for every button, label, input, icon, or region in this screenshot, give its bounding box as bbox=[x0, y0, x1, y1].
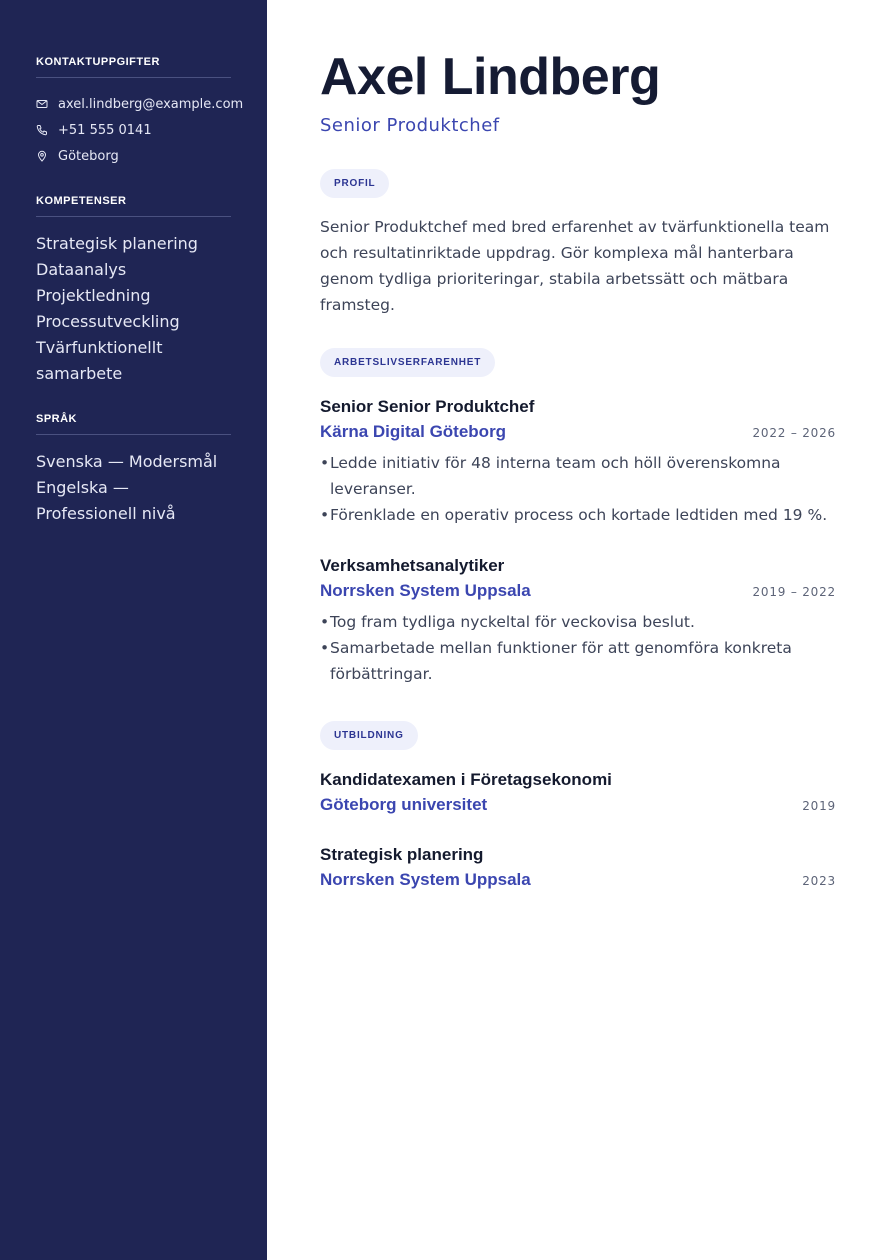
profile-text: Senior Produktchef med bred erfarenhet av tvärfunktionella team och resultatinriktade uppdrag. Gör komplexa mål hanterbara genom tydliga prioriteringar, stabila arbetssätt och mätbara framsteg. bbox=[320, 218, 830, 314]
skill-item: Tvärfunktionellt samarbete bbox=[36, 338, 163, 383]
skills-list bbox=[36, 231, 231, 387]
education-entry bbox=[320, 843, 836, 890]
job-bullet: • Förenklade en operativ process och kortade ledtiden med 19 %. bbox=[320, 502, 836, 528]
contact-email-text: axel.lindberg@example.com bbox=[58, 96, 244, 112]
contact-list bbox=[36, 91, 244, 169]
education-institution: Norrsken System Uppsala bbox=[320, 870, 531, 889]
job-bullets bbox=[320, 450, 836, 528]
job-organization: Kärna Digital Göteborg bbox=[320, 422, 507, 441]
contact-phone[interactable] bbox=[36, 117, 231, 143]
education-heading-chip: UTBILDNING bbox=[320, 721, 418, 750]
contact-heading: KONTAKTUPPGIFTER bbox=[36, 56, 231, 78]
education-year: 2023 bbox=[802, 874, 836, 888]
experience-entry bbox=[320, 395, 836, 528]
profile-heading-chip: PROFIL bbox=[320, 169, 389, 198]
contact-section bbox=[36, 56, 244, 169]
language-item: Engelska — Professionell nivå bbox=[36, 478, 176, 523]
job-bullets bbox=[320, 609, 836, 687]
person-name: Axel Lindberg bbox=[320, 48, 661, 106]
skill-item: Projektledning bbox=[36, 286, 151, 305]
contact-location bbox=[36, 143, 231, 169]
main-content bbox=[267, 0, 890, 1260]
skill-item: Strategisk planering bbox=[36, 234, 198, 253]
job-title: Senior Senior Produktchef bbox=[320, 397, 535, 416]
contact-email[interactable] bbox=[36, 91, 244, 117]
education-org-row bbox=[320, 870, 836, 890]
job-organization: Norrsken System Uppsala bbox=[320, 581, 531, 600]
languages-section bbox=[36, 413, 231, 527]
job-dates: 2022 – 2026 bbox=[752, 426, 836, 440]
skill-item: Processutveckling bbox=[36, 312, 180, 331]
mail-icon bbox=[36, 98, 48, 110]
education-org-row bbox=[320, 795, 836, 815]
location-pin-icon bbox=[36, 150, 48, 162]
language-item: Svenska — Modersmål bbox=[36, 452, 218, 471]
person-role: Senior Produktchef bbox=[320, 115, 500, 136]
contact-phone-text: +51 555 0141 bbox=[58, 122, 152, 138]
job-bullet: • Samarbetade mellan funktioner för att genomföra konkreta förbättringar. bbox=[320, 635, 836, 687]
job-org-row bbox=[320, 581, 836, 601]
phone-icon bbox=[36, 124, 48, 136]
languages-list bbox=[36, 449, 231, 527]
job-bullet: • Tog fram tydliga nyckeltal för veckovisa beslut. bbox=[320, 609, 836, 635]
experience-heading-chip: ARBETSLIVSERFARENHET bbox=[320, 348, 495, 377]
job-dates: 2019 – 2022 bbox=[752, 585, 836, 599]
experience-entry bbox=[320, 554, 836, 687]
job-org-row bbox=[320, 422, 836, 442]
skills-heading: KOMPETENSER bbox=[36, 195, 231, 217]
education-year: 2019 bbox=[802, 799, 836, 813]
languages-heading: SPRÅK bbox=[36, 413, 231, 435]
degree-title: Strategisk planering bbox=[320, 845, 484, 864]
job-bullet: • Ledde initiativ för 48 interna team och höll överenskomna leveranser. bbox=[320, 450, 836, 502]
education-entry bbox=[320, 768, 836, 815]
job-title: Verksamhetsanalytiker bbox=[320, 556, 505, 575]
contact-location-text: Göteborg bbox=[58, 148, 119, 164]
sidebar bbox=[0, 0, 267, 1260]
degree-title: Kandidatexamen i Företagsekonomi bbox=[320, 770, 612, 789]
education-institution: Göteborg universitet bbox=[320, 795, 488, 814]
skills-section bbox=[36, 195, 231, 387]
skill-item: Dataanalys bbox=[36, 260, 127, 279]
